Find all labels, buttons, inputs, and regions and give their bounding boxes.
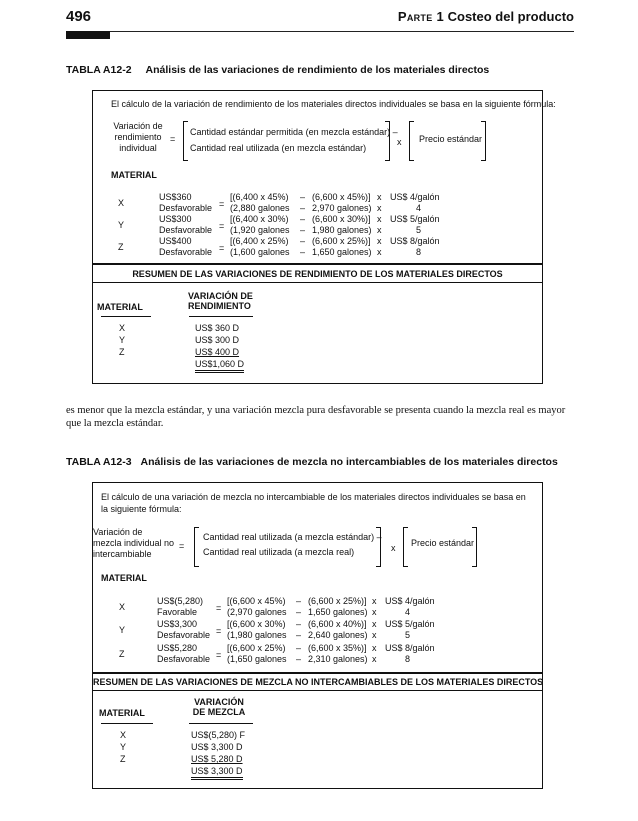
summary-col-var-line: VARIACIÓN DE — [188, 291, 253, 301]
table1-label: TABLA A12-2 — [66, 64, 132, 76]
bracket-left — [194, 527, 199, 567]
summary-col-var — [188, 291, 253, 311]
row-equals: = — [219, 199, 225, 209]
table1-title: Análisis de las variaciones de rendimiento de los materiales directos — [145, 64, 490, 76]
summary-title-rule — [93, 690, 542, 691]
row-status: Desfavorable — [157, 630, 211, 640]
row-right1: (6,600 x 35%)] — [308, 643, 367, 653]
row-equals: = — [216, 626, 222, 636]
summary-col-var-line: RENDIMIENTO — [188, 301, 251, 311]
row-amount: US$(5,280) — [157, 596, 204, 606]
row-minus: – — [300, 214, 306, 224]
row-amount: US$360 — [159, 192, 192, 202]
row-price: US$ 5/galón — [390, 214, 440, 224]
summary-mat: Y — [120, 742, 127, 752]
row-minus: – — [300, 247, 306, 257]
formula-price: Precio estándar — [411, 538, 475, 548]
row-price-qty: 5 — [416, 225, 422, 235]
summary-divider — [93, 672, 542, 674]
row-price-qty: 8 — [405, 654, 411, 664]
summary-col-rule — [101, 316, 151, 317]
summary-val: US$ 300 D — [195, 335, 240, 345]
summary-col-rule — [189, 316, 253, 317]
formula-lhs-line: intercambiable — [93, 549, 152, 559]
summary-title: RESUMEN DE LAS VARIACIONES DE RENDIMIENTO DE LOS MATERIALES DIRECTOS — [132, 269, 503, 279]
row-left1: [(6,400 x 25%) — [230, 236, 289, 246]
row-minus: – — [296, 596, 302, 606]
row-minus: – — [300, 236, 306, 246]
row-x: x — [372, 596, 377, 606]
row-status: Desfavorable — [159, 203, 213, 213]
bracket-right — [385, 121, 390, 161]
table1-heading — [66, 64, 489, 76]
row-price: US$ 5/galón — [385, 619, 435, 629]
row-x: x — [377, 203, 382, 213]
row-right1: (6,600 x 30%)] — [312, 214, 371, 224]
row-right1: (6,600 x 40%)] — [308, 619, 367, 629]
summary-val: US$ 3,300 D — [191, 742, 243, 752]
table1-box — [92, 90, 556, 384]
row-amount: US$3,300 — [157, 619, 198, 629]
summary-val: US$ 5,280 D — [191, 754, 243, 764]
row-minus: – — [296, 643, 302, 653]
row-left1: [(6,400 x 45%) — [230, 192, 289, 202]
formula-lhs-line: individual — [119, 143, 157, 153]
formula-equals: = — [170, 134, 176, 144]
row-equals: = — [219, 243, 225, 253]
row-right1: (6,600 x 25%)] — [308, 596, 367, 606]
row-minus: – — [296, 619, 302, 629]
row-x: x — [377, 225, 382, 235]
summary-mat: Z — [120, 754, 126, 764]
row-equals: = — [216, 603, 222, 613]
part-label: Parte 1 — [397, 9, 444, 24]
summary-col-var-line: DE MEZCLA — [192, 707, 246, 717]
summary-col-var-line: VARIACIÓN — [194, 697, 244, 707]
body-text: es menor que la mezcla estándar, y una variación mezcla pura desfavorable se presenta cuando la mezcla real es mayor que la mezcla estándar. — [66, 405, 566, 429]
material-header: MATERIAL — [111, 170, 157, 180]
summary-title-rule — [93, 282, 542, 283]
row-x: x — [372, 619, 377, 629]
formula-numerator: Cantidad real utilizada (a mezcla estándar) – — [203, 532, 382, 542]
row-material: Z — [118, 242, 124, 252]
formula-lhs-line: mezcla individual no — [93, 538, 175, 548]
row-material: X — [118, 198, 125, 208]
row-left2: (1,650 galones — [227, 654, 287, 664]
row-left2: (1,980 galones — [227, 630, 287, 640]
row-price: US$ 8/galón — [390, 236, 440, 246]
row-amount: US$400 — [159, 236, 192, 246]
summary-col-rule — [189, 723, 253, 724]
formula-denominator: Cantidad real utilizada (a mezcla real) — [203, 547, 355, 557]
row-amount: US$5,280 — [157, 643, 198, 653]
row-material: X — [119, 602, 126, 612]
row-right1: (6,600 x 45%)] — [312, 192, 371, 202]
summary-val: US$ 400 D — [195, 347, 240, 357]
row-price-qty: 5 — [405, 630, 411, 640]
row-left1: [(6,600 x 30%) — [227, 619, 286, 629]
summary-mat: Y — [119, 335, 126, 345]
table2-heading — [66, 456, 558, 468]
row-price: US$ 8/galón — [385, 643, 435, 653]
formula-lhs-line: Variación de — [93, 527, 143, 537]
formula-lhs-line: rendimiento — [114, 132, 162, 142]
summary-col-rule — [101, 723, 153, 724]
row-right2: 1,650 galones) — [308, 607, 368, 617]
summary-divider — [93, 263, 542, 265]
formula-denominator: Cantidad real utilizada (en mezcla estándar) — [190, 143, 367, 153]
running-header — [398, 9, 574, 24]
row-right1: (6,600 x 25%)] — [312, 236, 371, 246]
row-minus: – — [300, 203, 306, 213]
row-material: Y — [118, 220, 125, 230]
row-status: Favorable — [157, 607, 198, 617]
row-minus: – — [300, 192, 306, 202]
summary-col-material: MATERIAL — [99, 708, 145, 718]
summary-title: RESUMEN DE LAS VARIACIONES DE MEZCLA NO INTERCAMBIABLES DE LOS MATERIALES DIRECTOS — [93, 677, 544, 687]
table2-formula-lhs — [93, 527, 174, 560]
formula-numerator: Cantidad estándar permitida (en mezcla estándar) – — [190, 127, 398, 137]
row-right2: 1,650 galones) — [312, 247, 372, 257]
summary-mat: X — [119, 323, 126, 333]
page-number: 496 — [66, 8, 92, 25]
summary-mat: X — [120, 730, 127, 740]
row-x: x — [377, 214, 382, 224]
table1-intro: El cálculo de la variación de rendimiento de los materiales directos individuales se basa en la siguiente fórmula: — [111, 99, 556, 109]
row-status: Desfavorable — [159, 225, 213, 235]
row-status: Desfavorable — [159, 247, 213, 257]
table1-formula-lhs — [103, 121, 176, 154]
row-right2: 1,980 galones) — [312, 225, 372, 235]
row-material: Y — [119, 625, 126, 635]
row-price: US$ 4/galón — [385, 596, 435, 606]
row-right2: 2,970 galones) — [312, 203, 372, 213]
row-x: x — [377, 247, 382, 257]
table2-title: Análisis de las variaciones de mezcla no intercambiables de los materiales directos — [140, 456, 558, 468]
row-left2: (2,970 galones — [227, 607, 287, 617]
bracket-left — [183, 121, 188, 161]
summary-mat: Z — [119, 347, 125, 357]
formula-times: x — [397, 137, 402, 147]
row-x: x — [372, 607, 377, 617]
row-right2: 2,310 galones) — [308, 654, 368, 664]
row-x: x — [377, 236, 382, 246]
formula-equals: = — [179, 541, 185, 551]
table2-box — [92, 482, 543, 789]
summary-total: US$ 3,300 D — [191, 766, 243, 780]
summary-col-material: MATERIAL — [97, 302, 143, 312]
formula-lhs-line: Variación de — [113, 121, 163, 131]
bracket-left — [403, 527, 408, 567]
row-amount: US$300 — [159, 214, 192, 224]
row-minus: – — [296, 654, 302, 664]
header-rule — [66, 31, 574, 32]
row-equals: = — [216, 650, 222, 660]
bracket-right — [376, 527, 381, 567]
summary-val: US$ 360 D — [195, 323, 240, 333]
row-price-qty: 8 — [416, 247, 422, 257]
bracket-right — [481, 121, 486, 161]
summary-val: US$(5,280) F — [191, 730, 246, 740]
row-left1: [(6,600 x 25%) — [227, 643, 286, 653]
row-left2: (2,880 galones — [230, 203, 290, 213]
row-minus: – — [300, 225, 306, 235]
summary-col-var — [187, 697, 251, 717]
formula-times: x — [391, 543, 396, 553]
summary-total: US$1,060 D — [195, 359, 244, 373]
row-equals: = — [219, 221, 225, 231]
row-left2: (1,920 galones — [230, 225, 290, 235]
row-material: Z — [119, 649, 125, 659]
bracket-right — [472, 527, 477, 567]
row-right2: 2,640 galones) — [308, 630, 368, 640]
row-price: US$ 4/galón — [390, 192, 440, 202]
material-header: MATERIAL — [101, 573, 147, 583]
row-status: Desfavorable — [157, 654, 211, 664]
row-price-qty: 4 — [405, 607, 411, 617]
table2-intro: El cálculo de una variación de mezcla no intercambiable de los materiales directos individuales se basa en la siguiente fórmula: — [101, 492, 526, 514]
row-minus: – — [296, 607, 302, 617]
row-left1: [(6,400 x 30%) — [230, 214, 289, 224]
row-left2: (1,600 galones — [230, 247, 290, 257]
table2-label: TABLA A12-3 — [66, 456, 132, 468]
header-marker — [66, 31, 110, 39]
row-x: x — [372, 643, 377, 653]
row-left1: [(6,600 x 45%) — [227, 596, 286, 606]
row-x: x — [377, 192, 382, 202]
row-minus: – — [296, 630, 302, 640]
bracket-left — [409, 121, 414, 161]
row-x: x — [372, 654, 377, 664]
row-x: x — [372, 630, 377, 640]
part-title: Costeo del producto — [447, 9, 574, 24]
formula-price: Precio estándar — [419, 134, 483, 144]
row-price-qty: 4 — [416, 203, 422, 213]
